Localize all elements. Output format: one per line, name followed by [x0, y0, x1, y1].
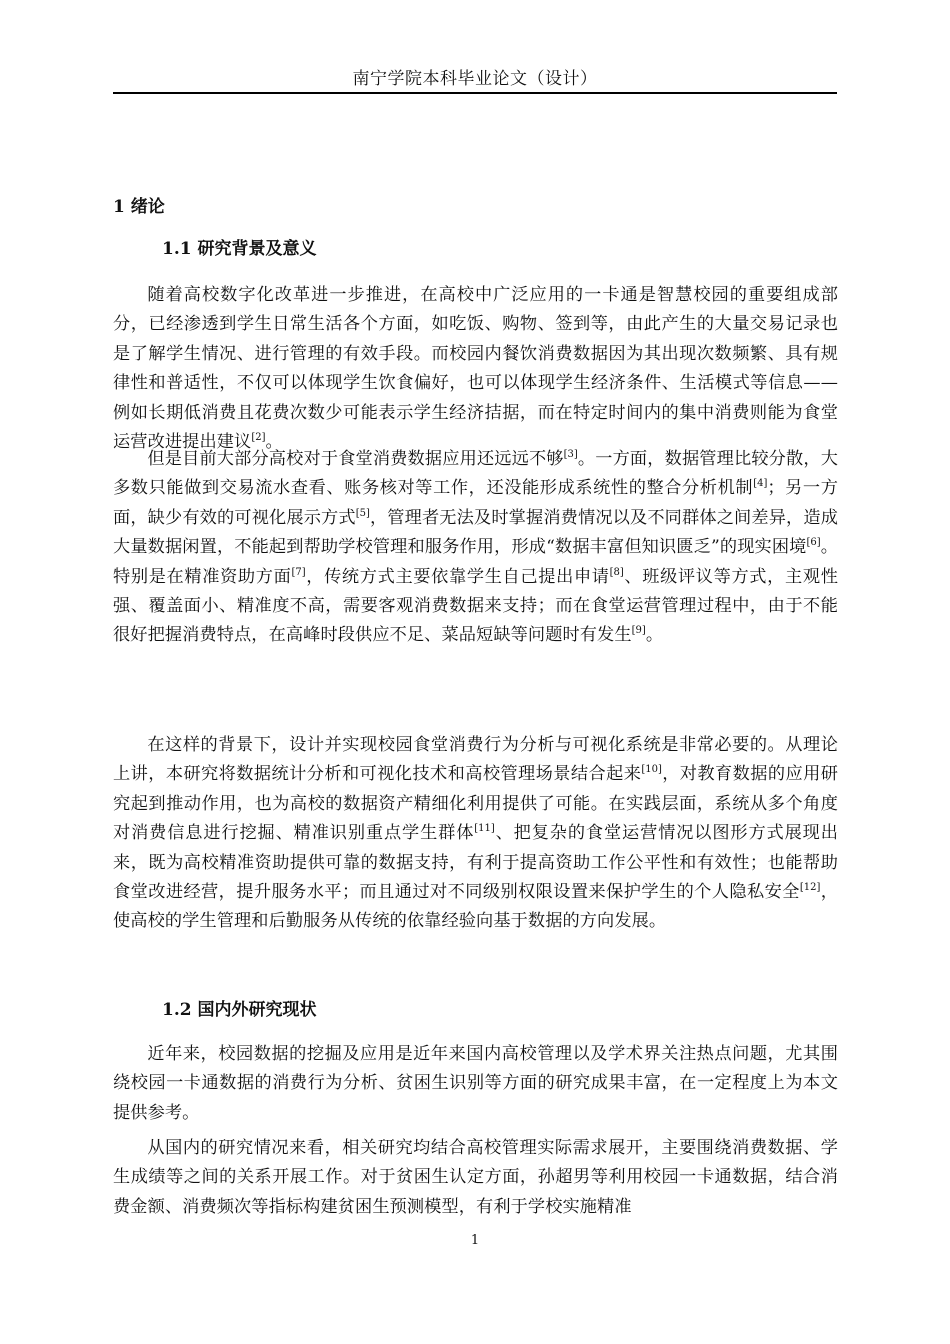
- citation-ref[interactable]: [8]: [609, 566, 624, 578]
- paragraph-text: 从国内的研究情况来看，相关研究均结合高校管理实际需求展开，主要围绕消费数据、学生成绩等之间的关系开展工作。对于贫困生认定方面，孙超男等利用校园一卡通数据，结合消费金额、消费频次等指标构建贫困生预测模型，有利于学校实施精准: [113, 1138, 838, 1217]
- paragraph-background-3: [113, 731, 838, 937]
- citation-ref[interactable]: [9]: [631, 625, 646, 637]
- paragraph-text: ，使高校的学生管理和后勤服务从传统的依靠经验向基于数据的方向发展。: [113, 882, 839, 932]
- citation-ref[interactable]: [5]: [355, 507, 370, 519]
- paragraph-background-1: [113, 281, 838, 457]
- paragraph-text: 近年来，校园数据的挖掘及应用是近年来国内高校管理以及学术界关注热点问题，尤其围绕校园一卡通数据的消费行为分析、贫困生识别等方面的研究成果丰富，在一定程度上为本文提供参考。: [113, 1044, 838, 1123]
- citation-ref[interactable]: [12]: [799, 882, 821, 894]
- paragraph-text: ；另一方面，缺少有效的可视化展示方式: [113, 478, 838, 528]
- section-heading-research-status: 1.2 国内外研究现状: [162, 1000, 317, 1020]
- paragraph-research-status-2: [113, 1134, 838, 1222]
- paragraph-text: ，管理者无法及时掌握消费情况以及不同群体之间差异，造成大量数据闲置，不能起到帮助学校管理和服务作用，形成“数据丰富但知识匮乏”的现实困境: [113, 507, 839, 558]
- citation-ref[interactable]: [6]: [806, 537, 821, 549]
- citation-ref[interactable]: [4]: [753, 478, 768, 490]
- header-rule: [113, 92, 837, 94]
- section-heading-background: 1.1 研究背景及意义: [162, 239, 317, 259]
- citation-ref[interactable]: [11]: [474, 823, 495, 835]
- paragraph-text: 但是目前大部分高校对于食堂消费数据应用还远远不够: [147, 449, 564, 469]
- paragraph-text: 。特别是在精准资助方面: [113, 537, 838, 587]
- paragraph-text: 在这样的背景下，设计并实现校园食堂消费行为分析与可视化系统是非常必要的。从理论上讲，本研究将数据统计分析和可视化技术和高校管理场景结合起来: [113, 735, 838, 785]
- citation-ref[interactable]: [7]: [291, 566, 306, 578]
- paragraph-text: 。: [645, 625, 664, 646]
- paragraph-text: 、班级评议等方式，主观性强、覆盖面小、精准度不高，需要客观消费数据来支持；而在食堂运营管理过程中，由于不能很好把握消费特点，在高峰时段供应不足、菜品短缺等问题时有发生: [113, 566, 838, 646]
- chapter-heading: 1 绪论: [113, 197, 165, 217]
- citation-ref[interactable]: [3]: [563, 449, 578, 460]
- paragraph-research-status-1: [113, 1040, 838, 1128]
- paragraph-text: 。: [265, 432, 283, 453]
- paragraph-text: ，传统方式主要依靠学生自己提出申请: [305, 566, 610, 587]
- paragraph-text: 。一方面，数据管理比较分散，大多数只能做到交易流水查看、账务核对等工作，还没能形成系统性的整合分析机制: [113, 449, 838, 499]
- paragraph-text: 随着高校数字化改革进一步推进，在高校中广泛应用的一卡通是智慧校园的重要组成部分，已经渗透到学生日常生活各个方面，如吃饭、购物、签到等，由此产生的大量交易记录也是了解学生情况、进行管理的有效手段。而校园内餐饮消费数据因为其出现次数频繁、具有规律性和普适性，不仅可以体现学生饮食偏好，也可以体现学生经济条件、生活模式等信息——例如长期低消费且花费次数少可能表示学生经济拮据，而在特定时间内的集中消费则能为食堂运营改进提出建议: [113, 285, 838, 453]
- page-number: 1: [470, 1233, 480, 1248]
- paragraph-background-2: [113, 445, 838, 651]
- page-header: 南宁学院本科毕业论文（设计）: [352, 69, 598, 89]
- citation-ref[interactable]: [10]: [641, 764, 662, 776]
- paragraph-text: 、把复杂的食堂运营情况以图形方式展现出来，既为高校精准资助提供可靠的数据支持，有利于提高资助工作公平性和有效性；也能帮助食堂改进经营，提升服务水平；而且通过对不同级别权限设置来保护学生的个人隐私安全: [113, 823, 838, 903]
- citation-ref[interactable]: [2]: [251, 432, 266, 444]
- paragraph-text: ，对教育数据的应用研究起到推动作用，也为高校的数据资产精细化利用提供了可能。在实践层面，系统从多个角度对消费信息进行挖掘、精准识别重点学生群体: [113, 764, 838, 844]
